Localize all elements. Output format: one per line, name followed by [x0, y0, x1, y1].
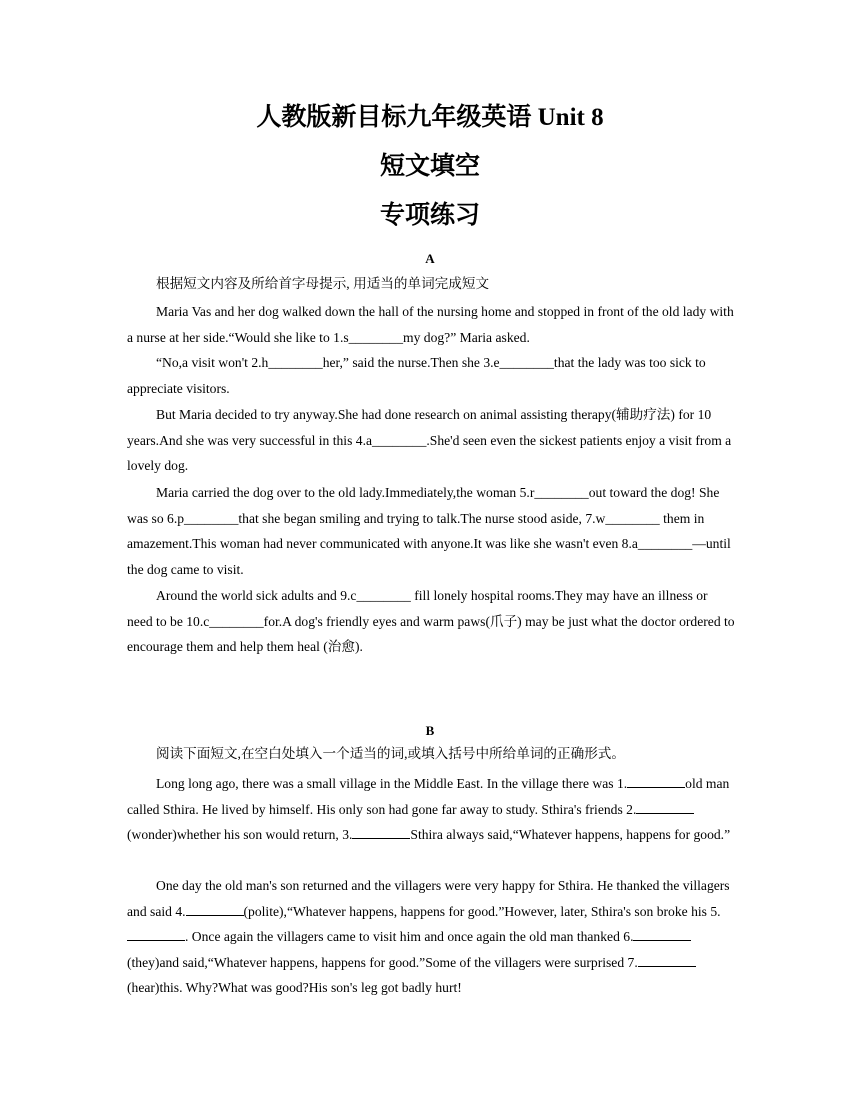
title-practice: 专项练习 — [379, 202, 480, 229]
section-a-paragraph-3: But Maria decided to try anyway.She had done research on animal assisting therapy(辅助疗法) for 10 years.And she was very successful in this 4.a________.She'd seen even the sickest patients enjoy a visit from a lovely dog. — [127, 407, 732, 474]
blank-line[interactable] — [127, 927, 185, 941]
blank-line[interactable] — [633, 927, 691, 941]
section-a-instruction: 根据短文内容及所给首字母提示, 用适当的单词完成短文 — [156, 276, 490, 291]
text-segment: (hear)this. Why?What was good?His son's leg got badly hurt! — [127, 980, 462, 996]
title-unit: 人教版新目标九年级英语 Unit 8 — [256, 104, 604, 131]
text-segment: . Once again the villagers came to visit him and once again the old man thanked — [185, 929, 624, 945]
text-segment: Long long ago, there was a small village in the Middle East. In the village there was — [156, 776, 617, 791]
section-b-paragraph-1 — [127, 771, 735, 848]
section-a-label: A — [425, 251, 435, 266]
text-segment: One day the old man's son returned and the villagers were very happy for Sthira. He thanked the villagers and said — [127, 878, 730, 919]
blank-number: 4. — [175, 903, 186, 919]
section-b-paragraph-2 — [127, 873, 735, 1001]
text-segment: (polite),“Whatever happens, happens for good.”However, later, Sthira's son broke his — [243, 903, 711, 919]
blank-line[interactable] — [352, 825, 410, 839]
blank-line[interactable] — [186, 902, 244, 916]
section-b-instruction: 阅读下面短文,在空白处填入一个适当的词,或填入括号中所给单词的正确形式。 — [156, 746, 625, 761]
section-a-paragraph-2: “No,a visit won't 2.h________her,” said the nurse.Then she 3.e________that the lady was too sick to appreciate visitors. — [127, 355, 706, 396]
title-type: 短文填空 — [379, 153, 480, 180]
blank-number: 1. — [616, 776, 628, 791]
blank-line[interactable] — [638, 953, 696, 967]
blank-number: 6. — [623, 929, 634, 945]
blank-line[interactable] — [636, 800, 694, 814]
text-segment: (wonder)whether his son would return, — [127, 827, 343, 843]
section-b-label: B — [425, 723, 435, 738]
blank-number: 3. — [342, 827, 353, 843]
blank-line[interactable] — [627, 774, 685, 788]
text-segment: Sthira always said,“Whatever happens, happens for good.” — [410, 827, 731, 843]
blank-number: 7. — [627, 954, 638, 970]
blank-number: 5. — [710, 903, 721, 919]
section-a-paragraph-5: Around the world sick adults and 9.c________ fill lonely hospital rooms.They may have an illness or need to be 10.c________for.A dog's friendly eyes and warm paws(爪子) may be just what the doctor ordered to encourage them and help them heal (治愈). — [127, 588, 735, 655]
text-segment: old man called Sthira. He lived by himself. His only son had gone far away to study. Sthira's friends — [127, 776, 730, 817]
section-a-paragraph-1: Maria Vas and her dog walked down the hall of the nursing home and stopped in front of the old lady with a nurse at her side.“Would she like to 1.s________my dog?” Maria asked. — [127, 304, 734, 345]
text-segment: (they)and said,“Whatever happens, happens for good.”Some of the villagers were surprised — [127, 954, 628, 970]
blank-number: 2. — [626, 801, 637, 817]
section-a-paragraph-4: Maria carried the dog over to the old lady.Immediately,the woman 5.r________out toward the dog! She was so 6.p________that she began smiling and trying to talk.The nurse stood aside, 7.w________ them in amazement.This woman had never communicated with anyone.It was like she wasn't even 8.a________—until the dog came to visit. — [127, 485, 731, 577]
